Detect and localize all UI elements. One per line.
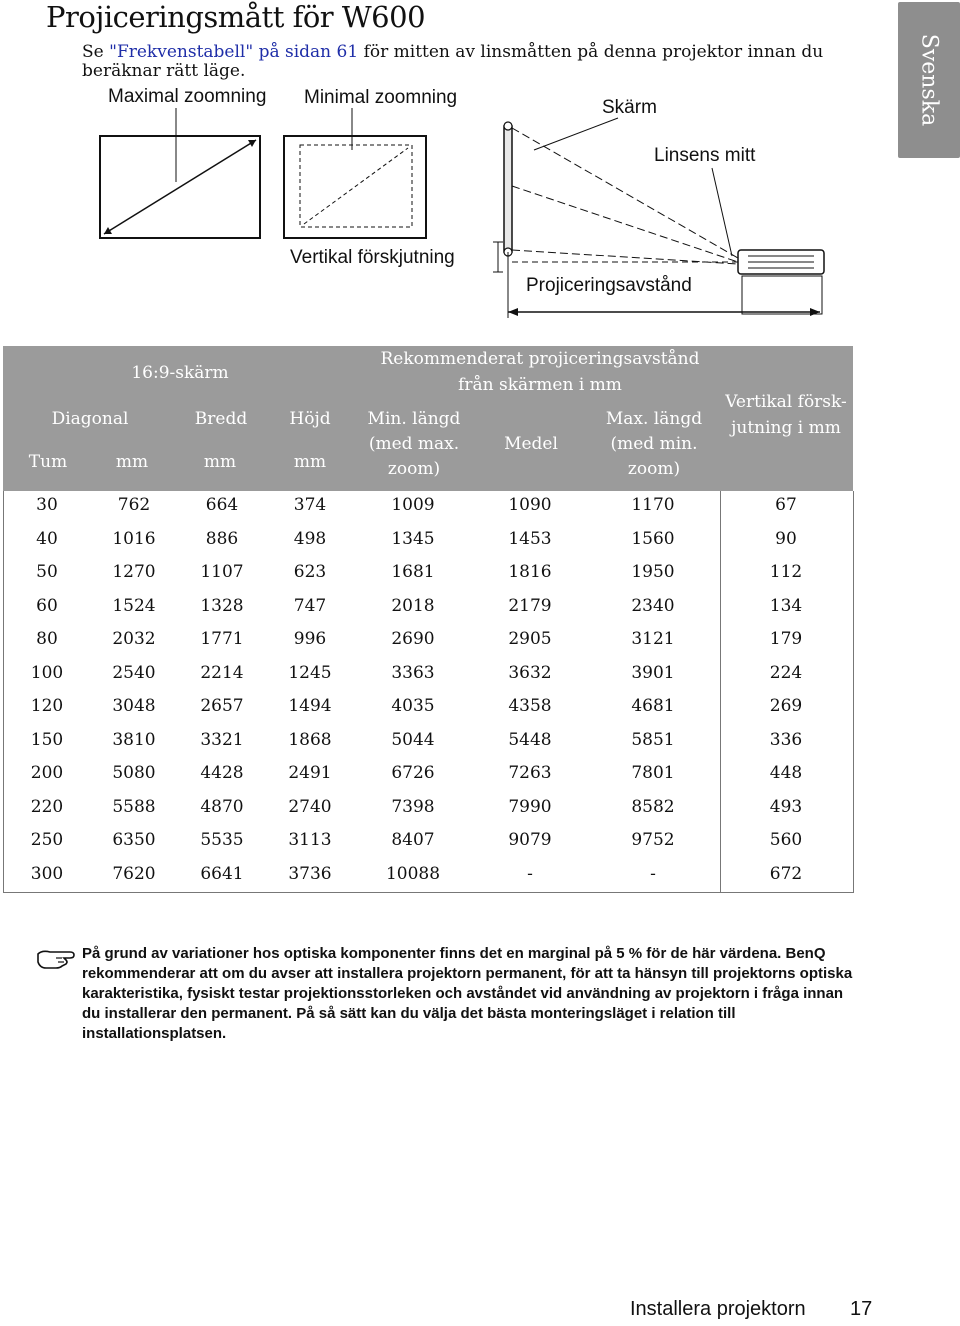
table-cell: 3632 — [508, 662, 552, 683]
table-cell: - — [650, 863, 656, 884]
table-cell: 5851 — [631, 729, 675, 750]
table-cell: 6726 — [391, 763, 435, 783]
table-cell: 560 — [769, 830, 803, 850]
table-cell: 80 — [36, 629, 58, 649]
label-max-zoom: Maximal zoomning — [108, 86, 267, 107]
table-row — [3, 690, 853, 723]
table-cell: 1524 — [112, 595, 156, 616]
table-cell: 1328 — [200, 595, 244, 616]
table-cell: 3363 — [391, 662, 435, 683]
screen-pointer — [534, 118, 618, 150]
table-cell: 1170 — [631, 495, 675, 515]
table-cell: 300 — [30, 863, 64, 884]
table-cell: 1816 — [508, 562, 552, 582]
table-cell: 5535 — [200, 830, 244, 850]
header-min-line2: (med max. — [368, 434, 460, 454]
table-cell: 1245 — [288, 662, 332, 683]
label-vertical-offset: Vertikal förskjutning — [290, 247, 455, 268]
table-cell: 1270 — [112, 562, 156, 582]
table-cell: 30 — [36, 495, 58, 515]
projection-diagram — [0, 0, 960, 330]
header-distance-line2: från skärmen i mm — [458, 375, 622, 395]
table-cell: 747 — [293, 595, 327, 616]
table-cell: 9752 — [631, 830, 675, 850]
table-cell: 5588 — [112, 796, 156, 817]
table-cell: 5448 — [508, 729, 552, 750]
table-cell: 2179 — [508, 595, 552, 616]
table-cell: 4428 — [200, 763, 244, 783]
table-cell: 8582 — [631, 796, 675, 817]
table-cell: 112 — [769, 562, 803, 582]
table-cell: 374 — [293, 495, 327, 515]
table-cell: 90 — [775, 528, 797, 549]
table-cell: 6350 — [112, 830, 156, 850]
min-zoom-diagonal-line — [304, 148, 408, 224]
table-cell: 762 — [117, 495, 151, 515]
table-cell: 3113 — [288, 830, 332, 850]
header-min-line1: Min. längd — [367, 409, 461, 429]
table-cell: 2018 — [391, 595, 435, 616]
table-cell: 3810 — [112, 729, 156, 750]
table-cell: 4035 — [391, 696, 435, 716]
table-cell: 1009 — [391, 495, 435, 515]
table-cell: 2214 — [200, 662, 244, 683]
page-title: Projiceringsmått för W600 — [46, 0, 426, 34]
header-max-line1: Max. längd — [605, 409, 703, 429]
distance-arrowhead-right — [810, 308, 820, 316]
table-cell: 3121 — [631, 629, 675, 649]
table-cell: 9079 — [508, 830, 552, 850]
beam-mid-line — [512, 186, 738, 262]
table-cell: 224 — [769, 662, 803, 683]
table-cell: 2340 — [631, 595, 675, 616]
table-cell: 7398 — [391, 796, 435, 817]
table-cell: 7801 — [631, 763, 675, 783]
table-row — [3, 657, 853, 690]
table-cell: 2491 — [288, 763, 332, 783]
frequency-table-link[interactable]: "Frekvenstabell" på sidan 61 — [109, 42, 359, 62]
table-cell: - — [527, 863, 533, 884]
table-cell: 448 — [769, 763, 803, 783]
screen-top-pin — [504, 122, 512, 130]
table-cell: 100 — [30, 662, 64, 683]
header-diagonal: Diagonal — [51, 409, 129, 429]
table-cell: 3321 — [200, 729, 244, 750]
table-cell: 250 — [30, 830, 64, 850]
table-cell: 498 — [293, 528, 327, 549]
table-cell: 67 — [775, 495, 797, 515]
header-unit-inch: Tum — [28, 452, 68, 472]
table-cell: 493 — [769, 796, 803, 817]
table-cell: 6641 — [200, 863, 244, 884]
intro-text-pre: Se — [82, 42, 110, 62]
label-min-zoom: Minimal zoomning — [304, 87, 458, 108]
table-cell: 2905 — [508, 629, 552, 649]
table-cell: 1950 — [631, 562, 675, 582]
table-cell: 1107 — [200, 562, 244, 582]
table-row — [3, 757, 853, 790]
table-row — [3, 523, 853, 556]
table-row — [3, 824, 853, 857]
table-cell: 1560 — [631, 528, 675, 549]
pointing-hand-icon — [36, 944, 78, 972]
table-cell: 2657 — [200, 696, 244, 716]
header-offset-line2: jutning i mm — [731, 418, 841, 438]
table-cell: 10088 — [385, 863, 441, 884]
table-cell: 200 — [30, 763, 64, 783]
table-cell: 2540 — [112, 662, 156, 683]
table-cell: 996 — [293, 629, 327, 649]
distance-arrowhead-left — [508, 308, 518, 316]
table-cell: 8407 — [391, 830, 435, 850]
table-cell: 269 — [769, 696, 803, 716]
table-cell: 1016 — [112, 528, 156, 549]
table-cell: 672 — [769, 863, 803, 884]
table-row — [3, 724, 853, 757]
header-min-line3: zoom) — [387, 459, 441, 479]
header-height: Höjd — [289, 409, 331, 429]
header-screen-group: 16:9-skärm — [131, 363, 229, 383]
table-cell: 134 — [769, 595, 803, 616]
table-cell: 623 — [293, 562, 327, 582]
table-cell: 5044 — [391, 729, 435, 750]
table-cell: 1681 — [391, 562, 435, 582]
table-cell: 179 — [769, 629, 803, 649]
table-cell: 886 — [205, 528, 239, 549]
header-distance-line1: Rekommenderat projiceringsavstånd — [380, 349, 700, 369]
table-cell: 4358 — [508, 696, 552, 716]
table-row — [3, 489, 853, 522]
table-cell: 4681 — [631, 696, 675, 716]
header-unit-mm-1: mm — [115, 452, 149, 472]
table-cell: 3901 — [631, 662, 675, 683]
max-zoom-diagonal-line — [104, 140, 256, 234]
footer-section: Installera projektorn — [630, 1298, 806, 1320]
table-row — [3, 858, 853, 891]
language-tab-label: Svenska — [916, 33, 942, 127]
table-cell: 7620 — [112, 863, 156, 884]
table-row — [3, 556, 853, 589]
table-row — [3, 623, 853, 656]
table-cell: 336 — [769, 729, 803, 750]
label-lens-center: Linsens mitt — [654, 145, 756, 166]
page-number: 17 — [850, 1298, 873, 1320]
table-cell: 2690 — [391, 629, 435, 649]
header-offset-line1: Vertikal försk- — [725, 392, 847, 412]
table-cell: 150 — [30, 729, 64, 750]
screen-side-view — [504, 126, 512, 252]
header-width: Bredd — [194, 409, 248, 429]
table-cell: 664 — [205, 495, 239, 515]
table-cell: 7263 — [508, 763, 552, 783]
header-unit-mm-2: mm — [203, 452, 237, 472]
table-cell: 2740 — [288, 796, 332, 817]
table-cell: 50 — [36, 562, 58, 582]
table-cell: 1868 — [288, 729, 332, 750]
table-cell: 3048 — [112, 696, 156, 716]
table-cell: 40 — [36, 528, 58, 549]
table-cell: 5080 — [112, 763, 156, 783]
header-max-line2: (med min. — [610, 434, 698, 454]
header-medium: Medel — [504, 434, 558, 454]
table-cell: 1771 — [200, 629, 244, 649]
header-unit-mm-3: mm — [293, 452, 327, 472]
table-cell: 7990 — [508, 796, 552, 817]
table-row — [3, 590, 853, 623]
lens-center-pointer — [712, 168, 732, 256]
table-cell: 1453 — [508, 528, 552, 549]
table-cell: 2032 — [112, 629, 156, 649]
label-screen: Skärm — [602, 97, 657, 118]
table-row — [3, 791, 853, 824]
table-cell: 120 — [30, 696, 64, 716]
note-text: På grund av variationer hos optiska komponenter finns det en marginal på 5 % för de här värdena. BenQ rekommenderar att om du avser att installera projektorn permanent, för att ta hänsyn till projektorns optiska karakteristika, fysiskt testar projektionsstorleken och avståndet vid användning av projektorn i fråga innan du installerar den permanent. På så sätt kan du välja det bästa monteringsläget i relation till installationsplatsen. — [82, 945, 853, 1042]
table-cell: 1345 — [391, 528, 435, 549]
table-cell: 4870 — [200, 796, 244, 817]
intro-text-post: för mitten av linsmåtten på denna projektor innan du beräknar rätt läge. — [82, 42, 824, 81]
table-cell: 60 — [36, 595, 58, 616]
label-projection-distance: Projiceringsavstånd — [526, 275, 692, 296]
table-cell: 1090 — [508, 495, 552, 515]
table-cell: 220 — [30, 796, 64, 817]
header-max-line3: zoom) — [627, 459, 681, 479]
table-cell: 3736 — [288, 863, 332, 884]
table-cell: 1494 — [288, 696, 332, 716]
